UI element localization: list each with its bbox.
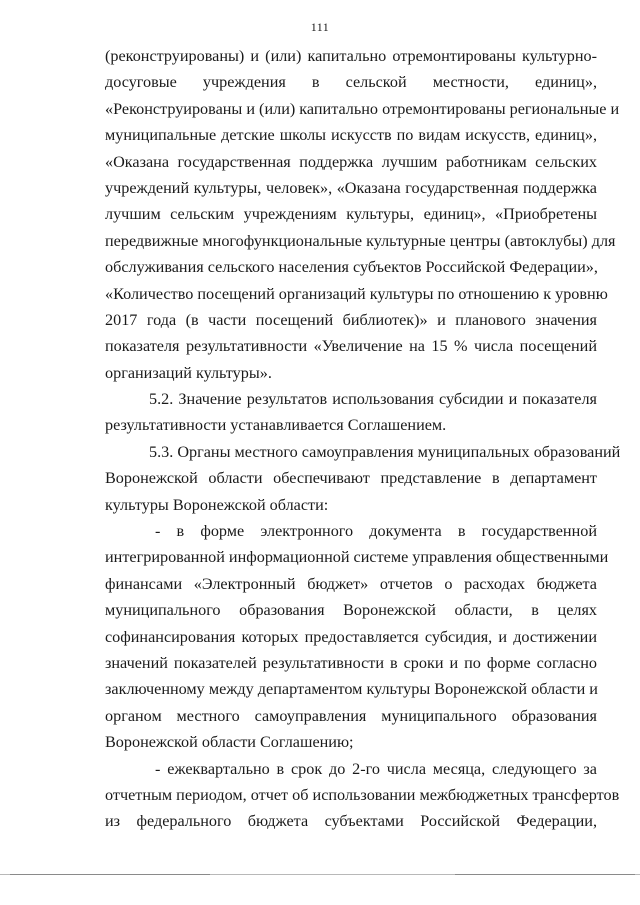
text-line: учреждений культуры, человек», «Оказана государственная поддержка xyxy=(105,178,597,197)
text-line: передвижные многофункциональные культурные центры (автоклубы) для xyxy=(105,231,616,250)
text-line: муниципального образования Воронежской области, в целях xyxy=(105,601,597,620)
text-line: 5.2. Значение результатов использования субсидии и показателя xyxy=(149,390,597,409)
text-line: «Оказана государственная поддержка лучшим работникам сельских xyxy=(105,152,597,171)
text-line: финансами «Электронный бюджет» отчетов о расходах бюджета xyxy=(105,574,597,593)
document-body xyxy=(105,43,621,835)
text-line: обслуживания сельского населения субъектов Российской Федерации», xyxy=(105,258,598,277)
text-line: софинансирования которых предоставляется субсидия, и достижении xyxy=(105,627,597,646)
text-line: результативности устанавливается Соглашением. xyxy=(105,416,447,435)
text-line: лучшим сельским учреждениям культуры, единиц», «Приобретены xyxy=(105,205,597,224)
text-line: (реконструированы) и (или) капитально отремонтированы культурно- xyxy=(105,47,597,65)
text-line: из федерального бюджета субъектами Российской Федерации, xyxy=(105,812,597,831)
list-item-quarterly-report xyxy=(105,756,620,835)
paragraph-5-2 xyxy=(105,386,597,439)
text-line: муниципальные детские школы искусств по видам искусств, единиц», xyxy=(105,126,597,145)
page-bottom-rule-segment-right xyxy=(455,874,635,875)
text-line: 2017 года (в части посещений библиотек)» и планового значения xyxy=(105,310,597,329)
text-line: значений показателей результативности в сроки и по форме согласно xyxy=(105,653,597,672)
text-line: органом местного самоуправления муниципального образования xyxy=(105,706,597,725)
text-line: - в форме электронного документа в государственной xyxy=(155,522,597,541)
text-line: - ежеквартально в срок до 2-го числа месяца, следующего за xyxy=(155,759,597,778)
text-line: досуговые учреждения в сельской местности, единиц», xyxy=(105,73,597,92)
page-bottom-rule-segment-left xyxy=(10,874,210,875)
text-line: «Количество посещений организаций культуры по отношению к уровню xyxy=(105,284,608,303)
paragraph-5-3 xyxy=(105,439,621,518)
text-line: организаций культуры». xyxy=(105,363,272,382)
text-line: интегрированной информационной системе управления общественными xyxy=(105,548,609,567)
text-line: 5.3. Органы местного самоуправления муниципальных образований xyxy=(149,442,621,461)
text-line: заключенному между департаментом культуры Воронежской области и xyxy=(105,680,598,699)
list-item-electronic-report xyxy=(105,518,609,756)
text-line: Воронежской области Соглашению; xyxy=(105,733,354,752)
text-line: Воронежской области обеспечивают представление в департамент xyxy=(105,469,597,488)
text-line: «Реконструированы и (или) капитально отремонтированы региональные и xyxy=(105,99,620,118)
paragraph-indicators xyxy=(105,43,620,386)
text-line: показателя результативности «Увеличение на 15 % числа посещений xyxy=(105,337,597,356)
text-line: культуры Воронежской области: xyxy=(105,495,329,514)
text-line: отчетным периодом, отчет об использовании межбюджетных трансфертов xyxy=(105,785,620,804)
page-number: 111 xyxy=(310,20,330,34)
